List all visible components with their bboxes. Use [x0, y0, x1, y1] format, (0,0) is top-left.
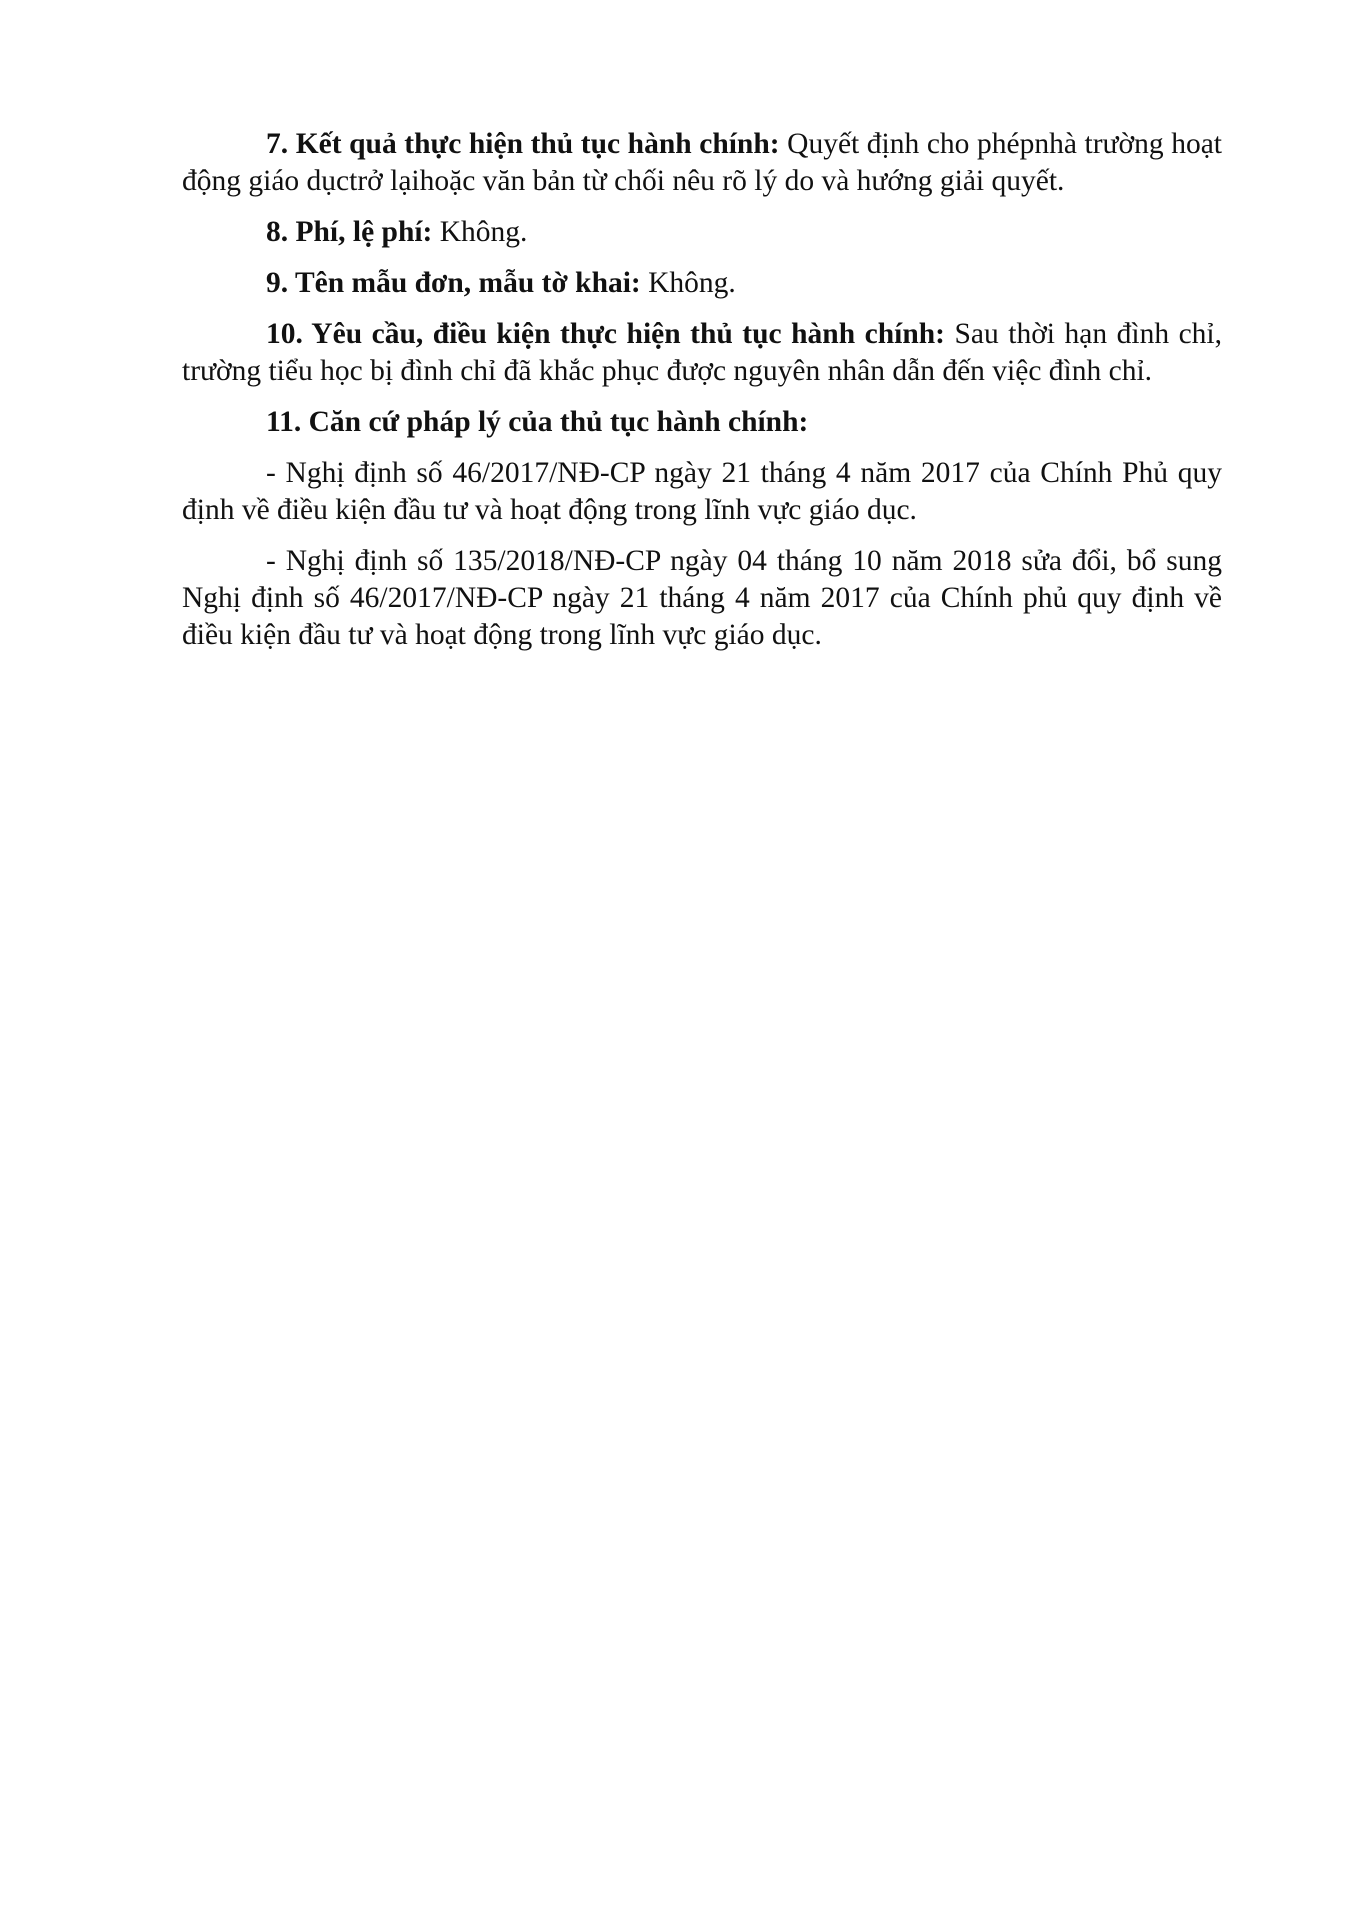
section-8-text: Không. — [432, 216, 528, 248]
section-7-text: Quyết định cho phépnhà trường hoạt động giáo dụctrở lạihoặc văn bản từ chối nêu rõ lý do và hướng giải quyết. — [182, 128, 1222, 197]
section-7-heading: 7. Kết quả thực hiện thủ tục hành chính: — [266, 128, 780, 160]
section-9-text: Không. — [640, 267, 736, 299]
section-9-heading: 9. Tên mẫu đơn, mẫu tờ khai: — [266, 267, 641, 299]
section-10-text: Sau thời hạn đình chỉ, trường tiểu học bị đình chỉ đã khắc phục được nguyên nhân dẫn đến việc đình chỉ. — [182, 318, 1222, 387]
section-11 — [182, 404, 1222, 441]
section-9 — [182, 265, 1222, 302]
section-10-heading: 10. Yêu cầu, điều kiện thực hiện thủ tục hành chính: — [266, 318, 945, 350]
document-body — [182, 126, 1222, 668]
section-7 — [182, 126, 1222, 200]
section-8 — [182, 214, 1222, 251]
legal-basis-item: - Nghị định số 135/2018/NĐ-CP ngày 04 tháng 10 năm 2018 sửa đổi, bổ sung Nghị định số 46/2017/NĐ-CP ngày 21 tháng 4 năm 2017 của Chính phủ quy định về điều kiện đầu tư và hoạt động trong lĩnh vực giáo dục. — [182, 545, 1222, 651]
legal-basis-item: - Nghị định số 46/2017/NĐ-CP ngày 21 tháng 4 năm 2017 của Chính Phủ quy định về điều kiện đầu tư và hoạt động trong lĩnh vực giáo dục. — [182, 457, 1222, 526]
section-10 — [182, 316, 1222, 390]
section-8-heading: 8. Phí, lệ phí: — [266, 216, 433, 248]
section-11-heading: 11. Căn cứ pháp lý của thủ tục hành chính: — [266, 406, 809, 438]
